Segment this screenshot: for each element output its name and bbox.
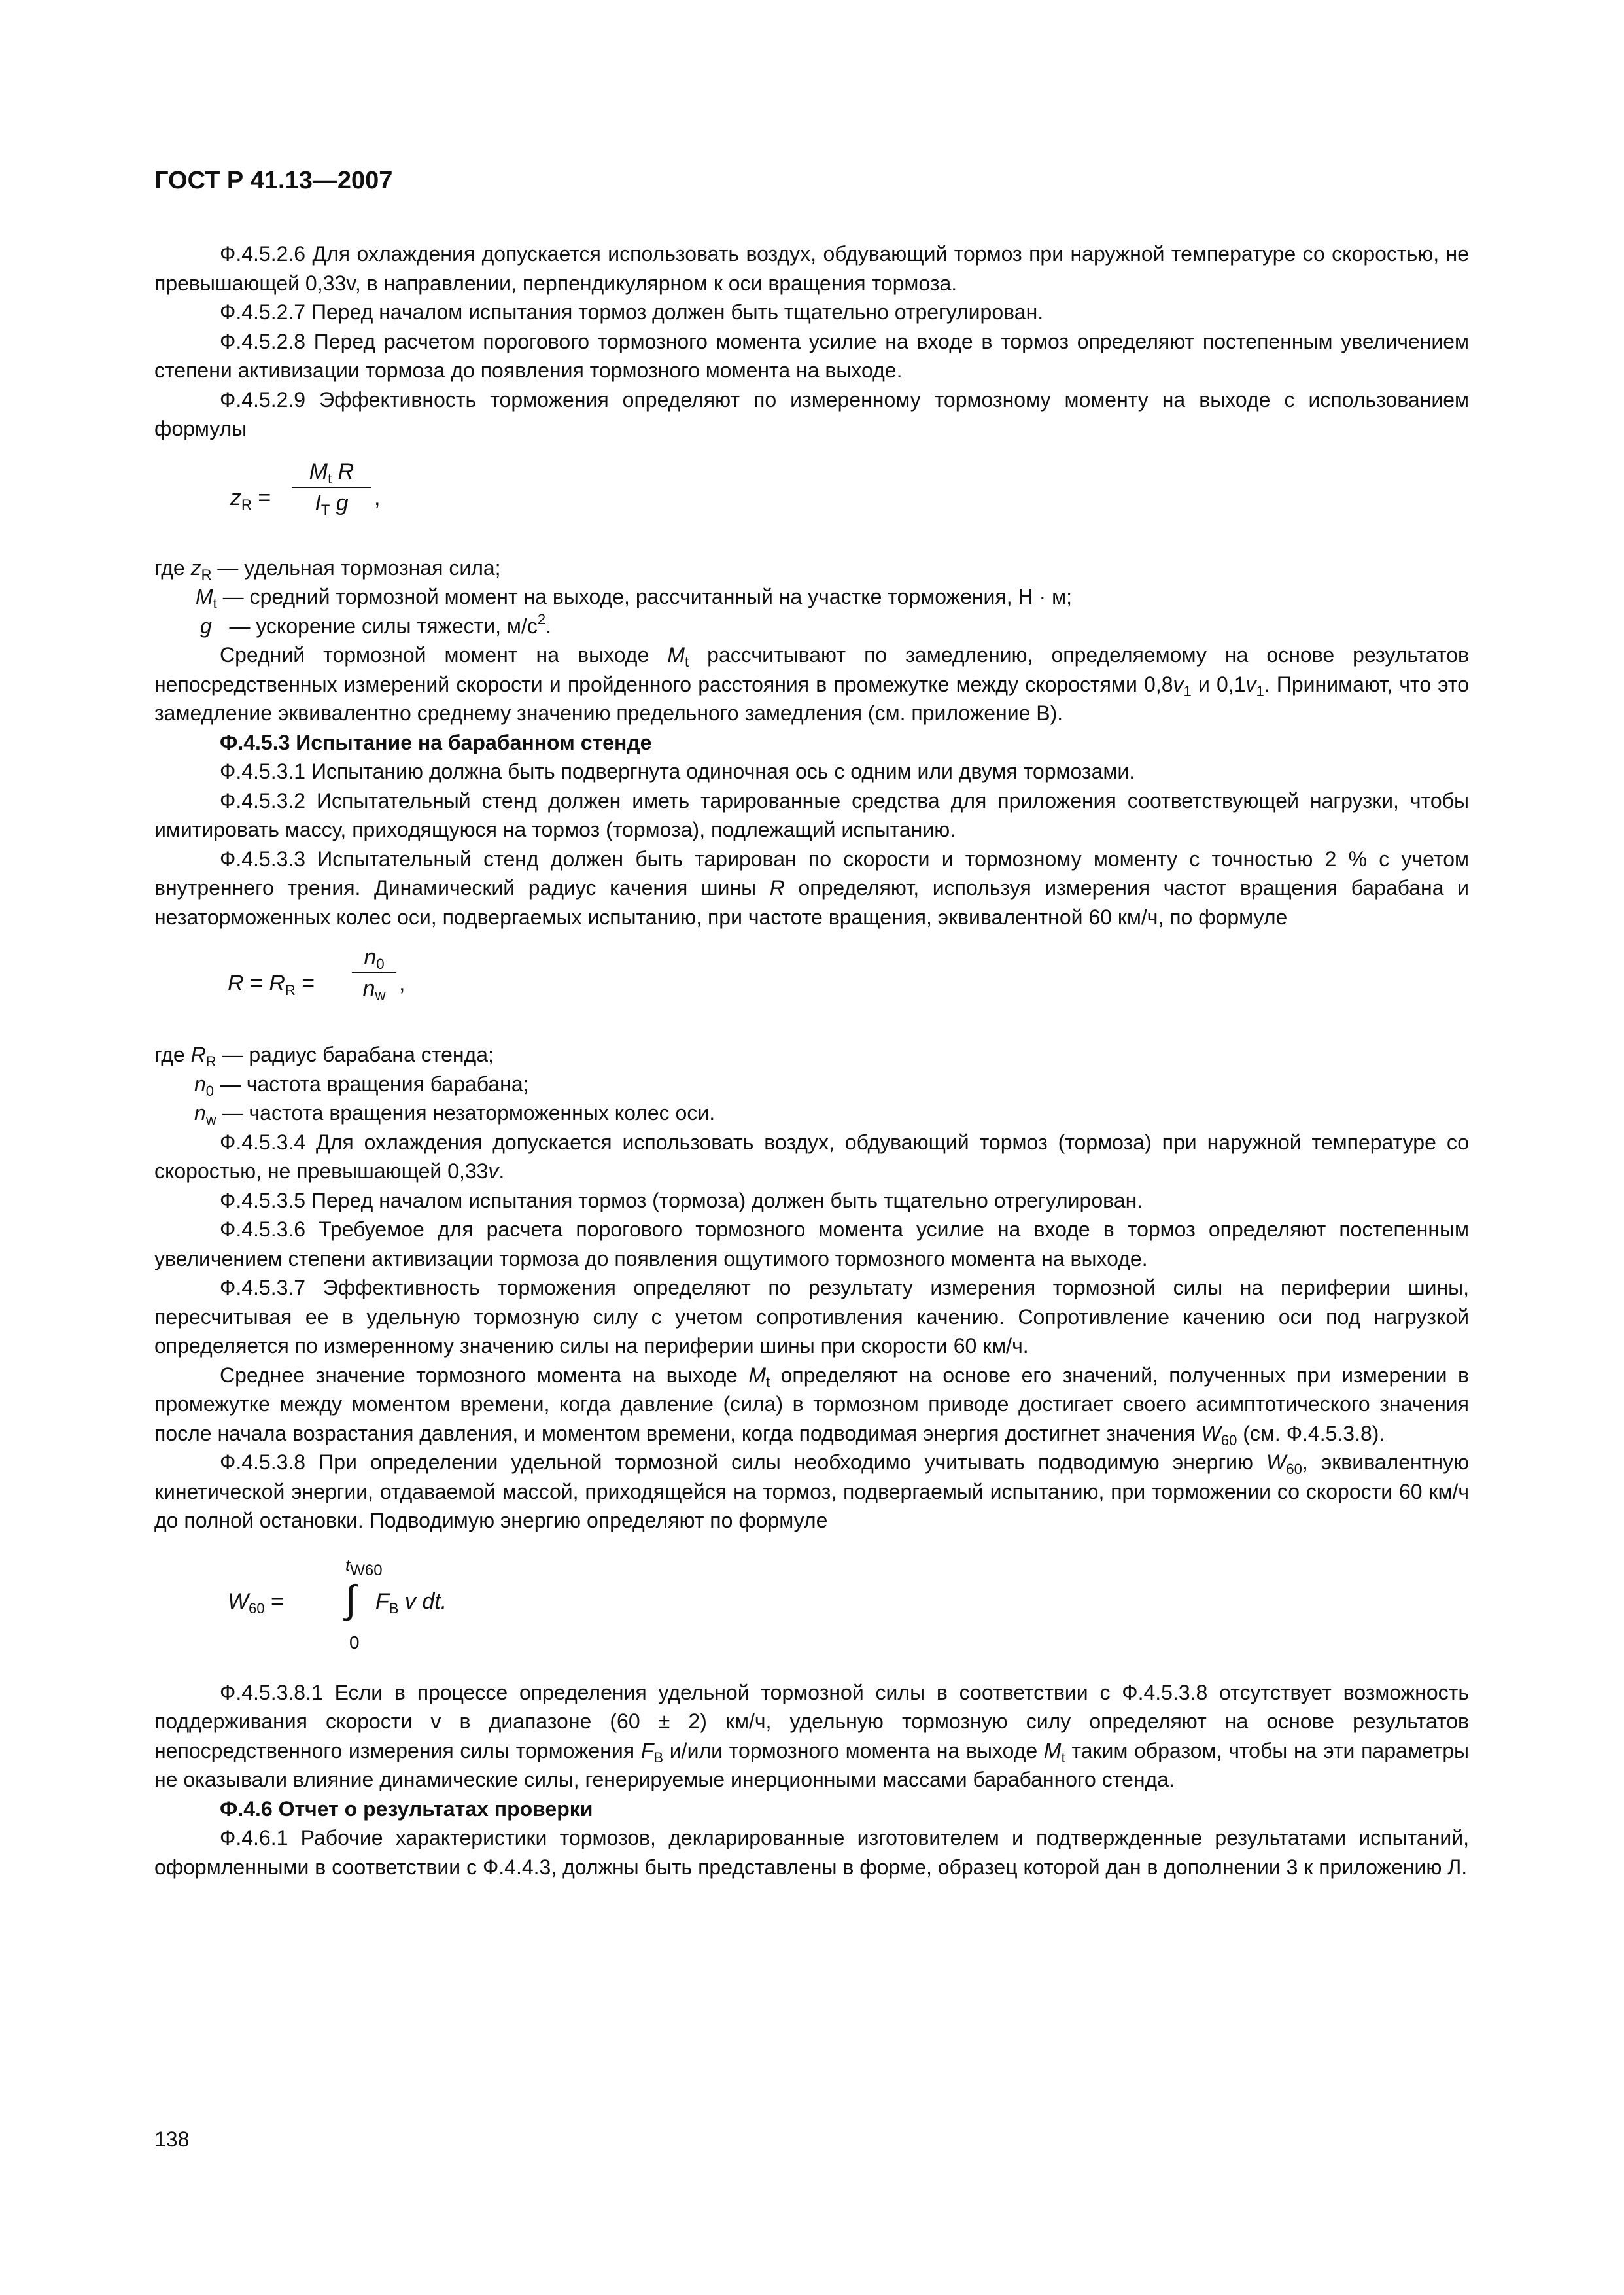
page-number: 138 (154, 2128, 190, 2151)
section-heading-f46: Ф.4.6 Отчет о результатах проверки (220, 1796, 593, 1821)
formula-fraction: $M_t$ R $I_T$ g (292, 458, 371, 517)
paragraph-f4526: Ф.4.5.2.6 Для охлаждения допускается использовать воздух, обдувающий тормоз при наружной температуре со скоростью, не превышающей 0,33v, в направлении, перпендикулярном к оси вращения тормоза. (154, 242, 1469, 295)
paragraph-f4535: Ф.4.5.3.5 Перед началом испытания тормоз (тормоза) должен быть тщательно отрегулирован. (220, 1188, 1143, 1212)
where-line-mt: $M_t$ — средний тормозной момент на выходе, рассчитанный на участке торможения, Н · м; (196, 585, 1072, 612)
formula-dynamic-radius: $R = R_R$ = $n_0$ $n_w$ , (228, 945, 406, 1004)
where-line-rr: где $R_R$ — радиус барабана стенда; (154, 1043, 494, 1070)
paragraph-f4527: Ф.4.5.2.7 Перед началом испытания тормоз должен быть тщательно отрегулирован. (220, 300, 1044, 324)
where-line-nw: $n_w$ — частота вращения незаторможенных колес оси. (194, 1101, 716, 1128)
formula-specific-braking-force: $z_R$ = $M_t$ R $I_T$ g , (230, 459, 381, 518)
paragraph-mean-braking-torque: Средний тормозной момент на выходе $M_t$ рассчитывают по замедлению, определяемому на основе результатов непосредственных измерений скорости и пройденного расстояния в промежутке между скоростями $0,8v_1$ и $0,1v_1$. Принимают, что это замедление эквивалентно среднему значению предельного замедления (см. приложение В). (154, 643, 1470, 725)
paragraph-f4531: Ф.4.5.3.1 Испытанию должна быть подвергнута одиночная ось с одним или двумя тормозами. (220, 760, 1135, 783)
paragraph-f4537: Ф.4.5.3.7 Эффективность торможения определяют по результату измерения тормозной силы на периферии шины, пересчитывая ее в удельную тормозную силу с учетом сопротивления качению. Сопротивление качению оси под нагрузкой определяется по измеренному значению силы на периферии шины при скорости 60 км/ч. (154, 1276, 1469, 1358)
paragraph-f45381: Ф.4.5.3.8.1 Если в процессе определения удельной тормозной силы в соответствии с Ф.4.5.3.8 отсутствует возможность поддерживания скорости v в диапазоне (60 ± 2) км/ч, удельную тормозную силу определяют на основе результатов непосредственного измерения силы торможения $F_B$ и/или тормозного момента на выходе $M_t$ таким образом, чтобы на эти параметры не оказывали влияние динамические силы, генерируемые инерционными массами барабанного стенда. (154, 1680, 1470, 1791)
where-line-g: g — ускорение силы тяжести, $м/с^2$. (200, 610, 551, 638)
paragraph-f461: Ф.4.6.1 Рабочие характеристики тормозов, декларированные изготовителем и подтвержденные результатами испытаний, оформленными в соответствии с Ф.4.4.3, должны быть представлены в форме, образец которой дан в дополнении 3 к приложению Л. (154, 1826, 1469, 1879)
section-heading-f453: Ф.4.5.3 Испытание на барабанном стенде (220, 730, 652, 754)
paragraph-f4533: Ф.4.5.3.3 Испытательный стенд должен быть тарирован по скорости и тормозному моменту с точностью 2 % с учетом внутреннего трения. Динамический радиус качения шины R определяют, используя измерения частот вращения барабана и незаторможенных колес оси, подвергаемых испытанию, при частоте вращения, эквивалентной 60 км/ч, по формуле (154, 847, 1470, 929)
where-line-n0: $n_0$ — частота вращения барабана; (194, 1072, 529, 1099)
paragraph-f4538: Ф.4.5.3.8 При определении удельной тормозной силы необходимо учитывать подводимую энергию $W_{60}$, эквивалентную кинетической энергии, отдаваемой массой, приходящейся на тормоз, подвергаемый испытанию, при торможении со скорости 60 км/ч до полной остановки. Подводимую энергию определяют по формуле (154, 1450, 1470, 1532)
standard-header: ГОСТ Р 41.13—2007 (154, 167, 393, 194)
formula-lhs: z (230, 485, 241, 510)
integral-sign: ∫ (345, 1577, 356, 1621)
formula-fraction: $n_0$ $n_w$ (352, 943, 396, 1002)
paragraph-f4528: Ф.4.5.2.8 Перед расчетом порогового тормозного момента усилие на входе в тормоз определяют постепенным увеличением степени активизации тормоза до появления тормозного момента на выходе. (154, 329, 1469, 382)
where-line-zr: где $z_R$ — удельная тормозная сила; (154, 555, 501, 583)
document-page (154, 165, 1469, 1882)
formula-input-energy: $W_{60}$ = $t_{W60}$ ∫ 0 $F_B$ v dt. (228, 1554, 447, 1653)
paragraph-f4534: Ф.4.5.3.4 Для охлаждения допускается использовать воздух, обдувающий тормоз (тормоза) при наружной температуре со скоростью, не превышающей 0,33v. (154, 1130, 1469, 1183)
paragraph-f4532: Ф.4.5.3.2 Испытательный стенд должен иметь тарированные средства для приложения соответствующей нагрузки, чтобы имитировать массу, приходящуюся на тормоз (тормоза), подлежащий испытанию. (154, 788, 1469, 841)
paragraph-f4536: Ф.4.5.3.6 Требуемое для расчета порогового тормозного момента усилие на входе в тормоз определяют постепенным увеличением степени активизации тормоза до появления ощутимого тормозного момента на выходе. (154, 1218, 1469, 1270)
paragraph-mean-torque-value: Среднее значение тормозного момента на выходе $M_t$ определяют на основе его значений, полученных при измерении в промежутке между моментом времени, когда давление (сила) в тормозном приводе достигает своего асимптотического значения после начала возрастания давления, и моментом времени, когда подводимая энергия достигнет значения $W_{60}$ (см. Ф.4.5.3.8). (154, 1363, 1470, 1448)
paragraph-f4529: Ф.4.5.2.9 Эффективность торможения определяют по измеренному тормозному моменту на выходе с использованием формулы (154, 387, 1469, 440)
